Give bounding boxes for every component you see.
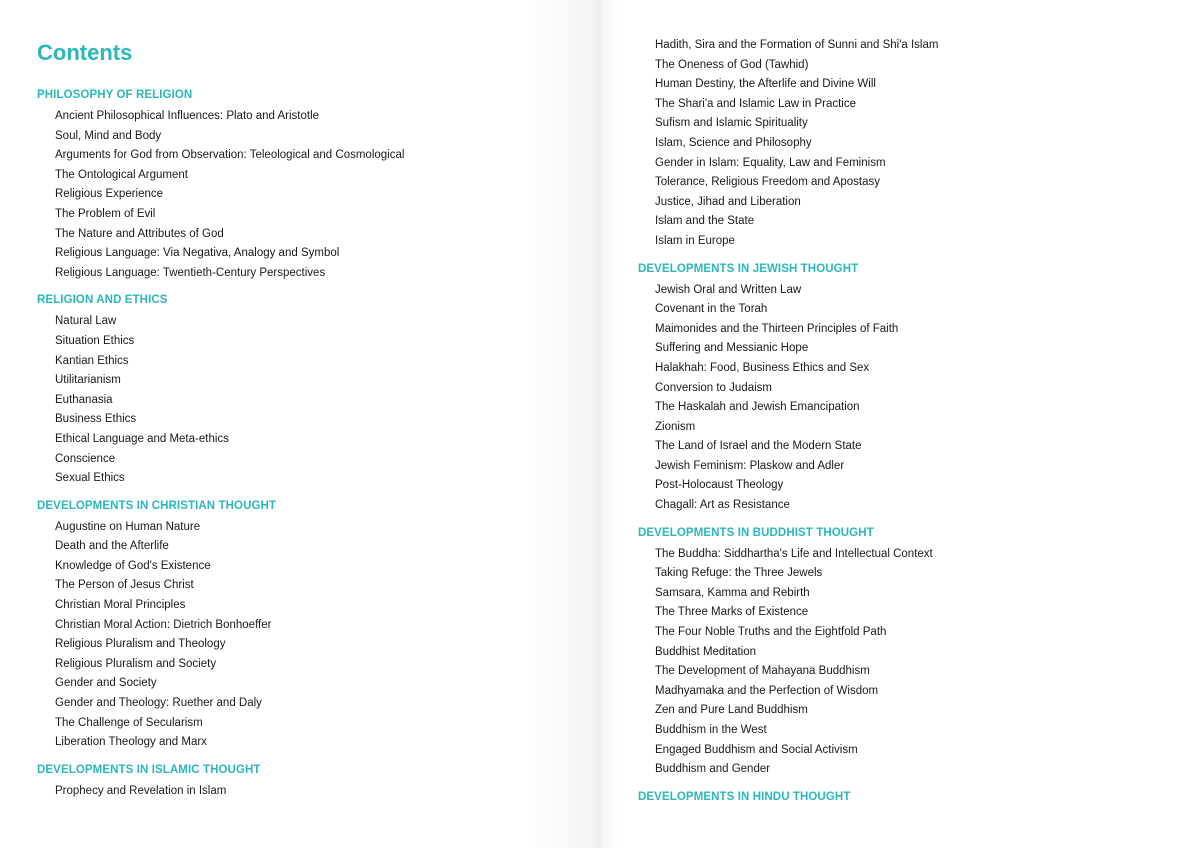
contents-title: Contents <box>37 40 133 65</box>
toc-entry[interactable]: Christian Moral Principles <box>55 599 186 612</box>
right-toc-column <box>638 36 938 817</box>
toc-entry[interactable]: Islam, Science and Philosophy <box>655 136 812 149</box>
toc-section <box>37 291 404 488</box>
toc-entry[interactable]: The Four Noble Truths and the Eightfold Path <box>655 626 887 639</box>
toc-entry[interactable]: Prophecy and Revelation in Islam <box>55 784 227 797</box>
toc-entry[interactable]: Situation Ethics <box>55 334 135 347</box>
toc-entry[interactable]: Ethical Language and Meta-ethics <box>55 432 229 445</box>
toc-entry[interactable]: The Nature and Attributes of God <box>55 227 224 240</box>
toc-item-list <box>37 518 404 753</box>
toc-entry[interactable]: The Land of Israel and the Modern State <box>655 440 862 453</box>
toc-entry[interactable]: The Person of Jesus Christ <box>55 579 194 592</box>
toc-entry[interactable]: Arguments for God from Observation: Teleological and Cosmological <box>55 149 405 162</box>
toc-entry[interactable]: Madhyamaka and the Perfection of Wisdom <box>655 684 879 697</box>
toc-entry[interactable]: The Buddha: Siddhartha's Life and Intellectual Context <box>655 547 933 560</box>
toc-item-list <box>37 312 404 488</box>
toc-entry[interactable]: Soul, Mind and Body <box>55 129 162 142</box>
toc-entry[interactable]: Jewish Feminism: Plaskow and Adler <box>655 459 845 472</box>
toc-entry[interactable]: Zen and Pure Land Buddhism <box>655 704 808 717</box>
toc-entry[interactable]: Death and the Afterlife <box>55 540 169 553</box>
right-page <box>598 0 1200 848</box>
toc-entry[interactable]: Human Destiny, the Afterlife and Divine Will <box>655 78 876 91</box>
toc-entry[interactable]: The Shari'a and Islamic Law in Practice <box>655 97 856 110</box>
toc-entry[interactable]: Samsara, Kamma and Rebirth <box>655 586 810 599</box>
toc-entry[interactable]: Maimonides and the Thirteen Principles of Faith <box>655 322 899 335</box>
toc-entry[interactable]: Sufism and Islamic Spirituality <box>655 117 808 130</box>
toc-entry[interactable]: Buddhism and Gender <box>655 763 771 776</box>
toc-entry[interactable]: Covenant in the Torah <box>655 303 768 316</box>
toc-section <box>37 761 404 802</box>
toc-item-list <box>638 281 938 516</box>
toc-entry[interactable]: Gender and Society <box>55 677 157 690</box>
toc-entry[interactable]: Religious Experience <box>55 188 164 201</box>
toc-entry[interactable]: Islam and the State <box>655 215 755 228</box>
toc-section <box>638 260 938 516</box>
section-heading: PHILOSOPHY OF RELIGION <box>37 89 193 101</box>
toc-section <box>37 497 404 753</box>
toc-entry[interactable]: Gender in Islam: Equality, Law and Feminism <box>655 156 886 169</box>
toc-entry[interactable]: Taking Refuge: the Three Jewels <box>655 567 823 580</box>
section-heading: DEVELOPMENTS IN JEWISH THOUGHT <box>638 262 859 275</box>
toc-entry[interactable]: Buddhist Meditation <box>655 645 757 658</box>
toc-entry[interactable]: Ancient Philosophical Influences: Plato and Aristotle <box>55 110 320 122</box>
toc-entry[interactable]: Conscience <box>55 452 116 465</box>
toc-section <box>638 788 938 809</box>
section-heading: DEVELOPMENTS IN CHRISTIAN THOUGHT <box>37 499 277 512</box>
toc-entry[interactable]: Religious Pluralism and Theology <box>55 638 226 651</box>
toc-entry[interactable]: Conversion to Judaism <box>655 381 772 394</box>
left-page <box>0 0 598 848</box>
section-heading: DEVELOPMENTS IN HINDU THOUGHT <box>638 790 851 803</box>
toc-entry[interactable]: Engaged Buddhism and Social Activism <box>655 743 858 756</box>
toc-entry[interactable]: Chagall: Art as Resistance <box>655 499 790 512</box>
toc-entry[interactable]: Zionism <box>655 420 696 433</box>
section-heading: DEVELOPMENTS IN BUDDHIST THOUGHT <box>638 526 874 539</box>
toc-entry[interactable]: Christian Moral Action: Dietrich Bonhoeffer <box>55 618 272 631</box>
toc-entry[interactable]: The Development of Mahayana Buddhism <box>655 665 870 678</box>
toc-section <box>638 524 938 780</box>
section-heading: RELIGION AND ETHICS <box>37 294 168 307</box>
toc-entry[interactable]: Liberation Theology and Marx <box>55 736 207 749</box>
toc-entry[interactable]: Islam in Europe <box>655 234 735 247</box>
toc-entry[interactable]: Jewish Oral and Written Law <box>655 283 802 296</box>
toc-item-list <box>37 107 404 283</box>
toc-entry[interactable]: Buddhism in the West <box>655 724 767 736</box>
toc-entry[interactable]: Tolerance, Religious Freedom and Apostasy <box>655 176 881 189</box>
toc-entry[interactable]: Sexual Ethics <box>55 472 125 485</box>
toc-entry[interactable]: Justice, Jihad and Liberation <box>655 195 801 208</box>
toc-section <box>37 86 404 283</box>
toc-section <box>638 36 938 252</box>
toc-entry[interactable]: Post-Holocaust Theology <box>655 479 784 492</box>
toc-entry[interactable]: Knowledge of God's Existence <box>55 559 211 572</box>
section-heading: DEVELOPMENTS IN ISLAMIC THOUGHT <box>37 763 261 776</box>
toc-entry[interactable]: Religious Language: Via Negativa, Analogy and Symbol <box>55 247 340 260</box>
toc-entry[interactable]: Religious Language: Twentieth-Century Perspectives <box>55 266 326 279</box>
toc-item-list <box>638 36 938 252</box>
toc-entry[interactable]: Kantian Ethics <box>55 354 129 367</box>
toc-entry[interactable]: The Problem of Evil <box>55 207 156 220</box>
left-toc-column <box>37 86 404 809</box>
toc-entry[interactable]: Hadith, Sira and the Formation of Sunni and Shi'a Islam <box>655 39 939 51</box>
toc-entry[interactable]: The Three Marks of Existence <box>655 606 809 619</box>
toc-entry[interactable]: The Ontological Argument <box>55 168 188 181</box>
toc-entry[interactable]: Halakhah: Food, Business Ethics and Sex <box>655 361 870 374</box>
toc-entry[interactable]: Natural Law <box>55 315 117 328</box>
toc-entry[interactable]: Business Ethics <box>55 413 137 426</box>
toc-entry[interactable]: Suffering and Messianic Hope <box>655 342 809 355</box>
toc-entry[interactable]: Religious Pluralism and Society <box>55 657 217 670</box>
toc-entry[interactable]: The Haskalah and Jewish Emancipation <box>655 401 860 414</box>
toc-entry[interactable]: Gender and Theology: Ruether and Daly <box>55 697 262 710</box>
toc-item-list <box>37 782 404 802</box>
toc-entry[interactable]: Utilitarianism <box>55 374 121 387</box>
toc-entry[interactable]: Augustine on Human Nature <box>55 520 201 533</box>
toc-item-list <box>638 545 938 780</box>
toc-entry[interactable]: The Oneness of God (Tawhid) <box>655 58 809 71</box>
toc-entry[interactable]: The Challenge of Secularism <box>55 716 203 729</box>
toc-entry[interactable]: Euthanasia <box>55 393 113 406</box>
